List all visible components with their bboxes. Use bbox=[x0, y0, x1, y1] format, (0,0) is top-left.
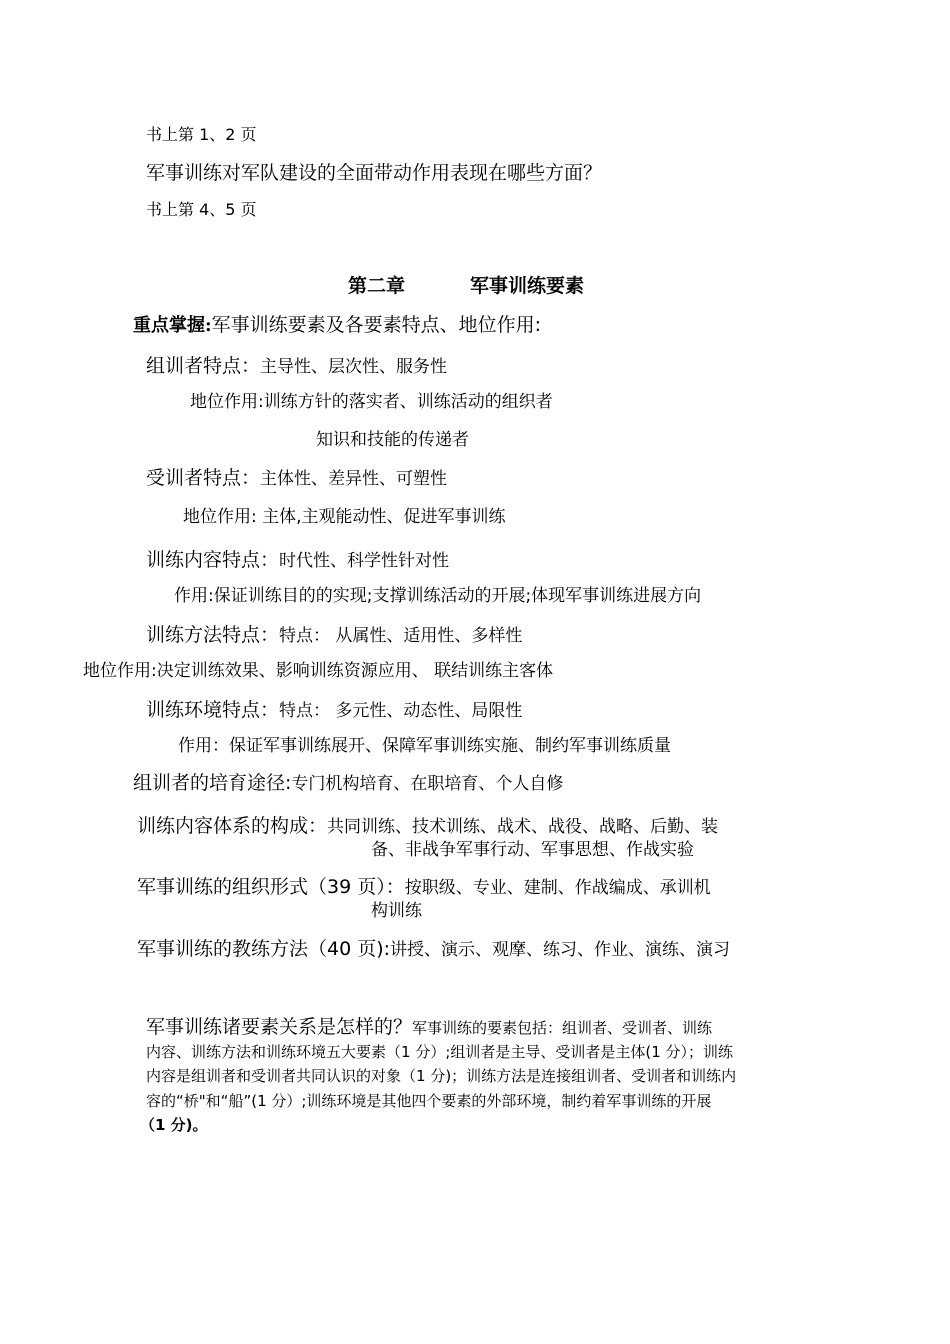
system-text-1: 共同训练、技术训练、战术、战役、战略、后勤、装 bbox=[327, 817, 719, 837]
relation-text-4: 容的“桥"和“船”(1 分）;训练环境是其他四个要素的外部环境，制约着军事训练的开展 bbox=[146, 1092, 712, 1110]
system-line-1 bbox=[137, 816, 718, 838]
system-text-2: 备、非战争军事行动、军事思想、作战实验 bbox=[371, 840, 694, 860]
teaching-line bbox=[137, 939, 730, 961]
method-traits-line bbox=[146, 625, 522, 647]
forms-text-2: 构训练 bbox=[371, 901, 422, 921]
teaching-head: 军事训练的教练方法（40 页): bbox=[137, 938, 391, 960]
environment-traits-line bbox=[146, 700, 522, 722]
relation-question: 军事训练诸要素关系是怎样的？ bbox=[146, 1016, 413, 1038]
environment-head: 训练环境特点： bbox=[146, 699, 280, 721]
organizer-traits-line bbox=[146, 356, 447, 378]
forms-text-1: 按职级、专业、建制、作战编成、承训机 bbox=[404, 878, 711, 898]
environment-role: 作用：保证军事训练展开、保障军事训练实施、制约军事训练质量 bbox=[178, 736, 671, 756]
page-ref-1: 书上第 1、2 页 bbox=[146, 125, 257, 144]
organizer-traits: 主导性、层次性、服务性 bbox=[260, 357, 448, 377]
teaching-text: 讲授、演示、观摩、练习、作业、演练、演习 bbox=[390, 940, 731, 960]
method-head: 训练方法特点： bbox=[146, 624, 280, 646]
chapter-number: 第二章 bbox=[348, 275, 406, 297]
focus-label: 重点掌握: bbox=[133, 315, 212, 336]
relation-text-2: 内容、训练方法和训练环境五大要素（1 分）;组训者是主导、受训者是主体(1 分）；训练 bbox=[146, 1043, 734, 1061]
content-role: 作用:保证训练目的的实现;支撑训练活动的开展;体现军事训练进展方向 bbox=[174, 586, 702, 606]
system-head: 训练内容体系的构成： bbox=[137, 815, 328, 837]
relation-text-1: 军事训练的要素包括：组训者、受训者、训练 bbox=[412, 1019, 713, 1037]
forms-head: 军事训练的组织形式（39 页）： bbox=[137, 876, 405, 898]
method-traits: 特点： 从属性、适用性、多样性 bbox=[279, 626, 523, 646]
environment-traits: 特点： 多元性、动态性、局限性 bbox=[279, 701, 523, 721]
relation-line-1 bbox=[146, 1017, 712, 1039]
focus-text: 军事训练要素及各要素特点、地位作用: bbox=[211, 314, 542, 336]
content-head: 训练内容特点： bbox=[146, 549, 280, 571]
organizer-head: 组训者特点： bbox=[146, 355, 261, 377]
organizer-role-2: 知识和技能的传递者 bbox=[316, 430, 469, 450]
relation-text-3: 内容是组训者和受训者共同认识的对象（1 分)；训练方法是连接组训者、受训者和训练内 bbox=[146, 1067, 737, 1085]
page-ref-2: 书上第 4、5 页 bbox=[146, 200, 257, 219]
trainee-traits: 主体性、差异性、可塑性 bbox=[260, 469, 448, 489]
relation-text-5: （1 分)。 bbox=[140, 1116, 208, 1134]
focus-line bbox=[133, 315, 541, 337]
cultivation-line bbox=[133, 773, 563, 795]
trainee-role: 地位作用: 主体,主观能动性、促进军事训练 bbox=[183, 507, 506, 527]
forms-line-1 bbox=[137, 877, 711, 899]
trainee-traits-line bbox=[146, 468, 447, 490]
content-traits-line bbox=[146, 550, 449, 572]
method-role: 地位作用:决定训练效果、影响训练资源应用、 联结训练主客体 bbox=[83, 661, 554, 681]
trainee-head: 受训者特点： bbox=[146, 467, 261, 489]
organizer-role-1: 地位作用:训练方针的落实者、训练活动的组织者 bbox=[190, 392, 553, 412]
cultivation-text: 专门机构培育、在职培育、个人自修 bbox=[291, 774, 564, 794]
chapter-title: 军事训练要素 bbox=[470, 275, 585, 297]
cultivation-head: 组训者的培育途径: bbox=[133, 772, 292, 794]
content-traits: 时代性、科学性针对性 bbox=[279, 551, 450, 571]
review-question: 军事训练对军队建设的全面带动作用表现在哪些方面？ bbox=[146, 162, 603, 184]
